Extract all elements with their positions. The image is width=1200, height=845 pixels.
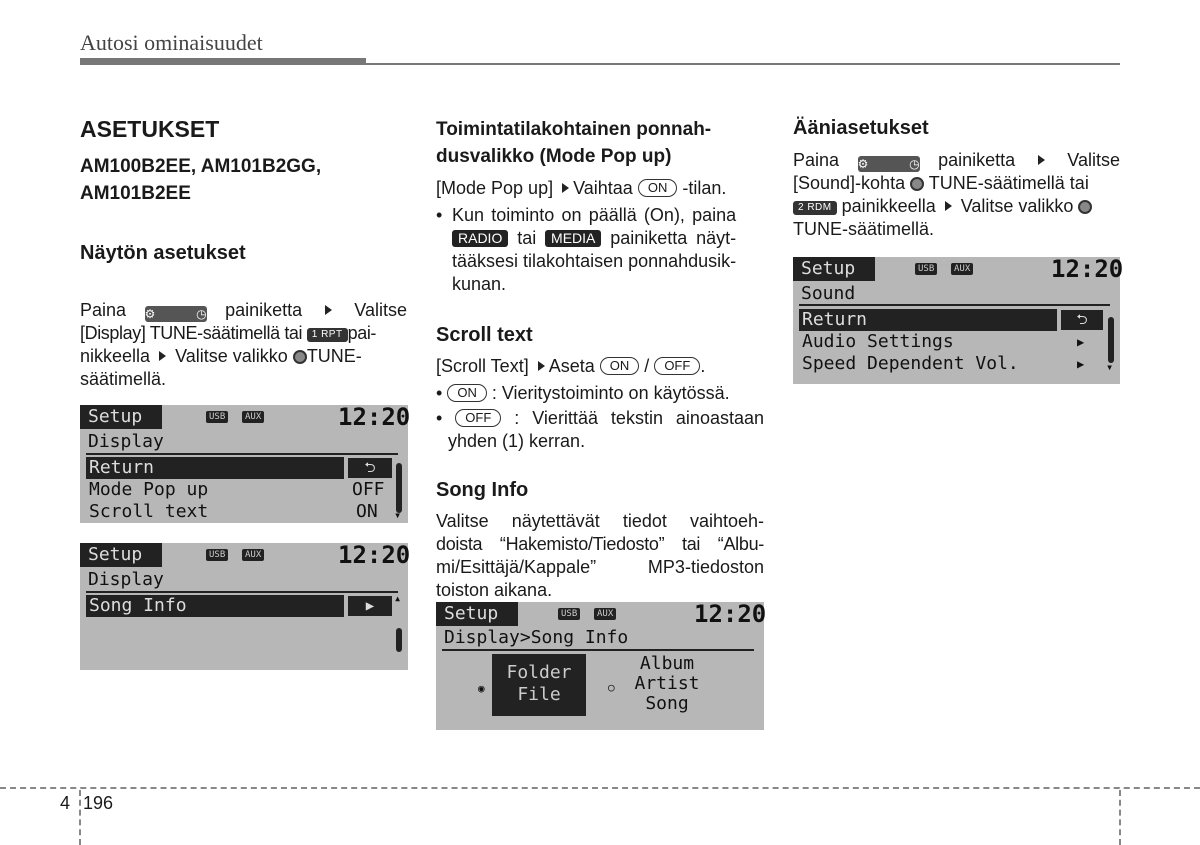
aux-icon: AUX	[242, 549, 264, 561]
text: : Vierittää tekstin ainoastaan	[514, 408, 764, 428]
lcd-row-value: ON	[356, 501, 378, 522]
lcd-display-menu	[80, 403, 411, 523]
on-pill: ON	[638, 179, 678, 197]
lcd-rule	[799, 304, 1110, 306]
option-text: Folder	[506, 662, 572, 683]
header-bar	[80, 58, 366, 65]
media-button-icon: MEDIA	[545, 230, 601, 247]
lcd-clock: 12:20	[694, 600, 767, 628]
rpt-button-icon: 1 RPT	[307, 328, 348, 342]
text: painikkeella	[841, 196, 936, 216]
mode-popup-line	[436, 177, 764, 200]
text: TUNE-	[306, 346, 362, 366]
rdm-button-icon: 2 RDM	[793, 201, 837, 215]
display-instructions-2	[80, 322, 407, 345]
arrow-right-icon	[159, 351, 166, 361]
lcd-selected-row: Return	[86, 457, 344, 479]
scroll-off-line	[436, 407, 764, 430]
text: TUNE-säätimellä tai	[928, 173, 1089, 193]
folder-file-option	[492, 654, 586, 716]
lcd-scrollbar	[1108, 317, 1114, 363]
text: Valitse	[1067, 150, 1120, 170]
models-line-2: AM101B2EE	[80, 183, 191, 204]
setup-button-icon: ⚙ ◷	[144, 307, 207, 321]
sound-instructions-1	[793, 149, 1120, 172]
play-icon: ▶	[348, 596, 392, 616]
play-icon: ▶	[1077, 335, 1085, 349]
lcd-song-info-menu	[80, 541, 411, 670]
column-3	[793, 116, 1120, 241]
text: painiketta	[938, 150, 1016, 170]
text: [Sound]-kohta	[793, 173, 906, 193]
text: : Vieritystoiminto on käytössä.	[491, 383, 730, 403]
lcd-clock: 12:20	[338, 403, 411, 431]
text: painiketta	[225, 300, 303, 320]
header-rule	[366, 63, 1120, 65]
arrow-right-icon	[1038, 155, 1045, 165]
lcd-subtitle: Sound	[801, 283, 856, 304]
on-pill: ON	[447, 384, 487, 402]
radio-unselected-icon: ○	[608, 681, 615, 694]
models-line-1: AM100B2EE, AM101B2GG,	[80, 156, 322, 177]
lcd-rule	[442, 649, 754, 651]
text: /	[644, 356, 650, 376]
scroll-down-icon: ▾	[1106, 360, 1114, 374]
text: Valitse näytettävät tiedot vaihtoeh-	[436, 511, 764, 531]
display-instructions-3	[80, 345, 407, 368]
radio-button-icon: RADIO	[452, 230, 508, 247]
sound-instructions-4: TUNE-säätimellä.	[793, 219, 935, 239]
aux-icon: AUX	[951, 263, 973, 275]
setup-button-icon: ⚙ ◷	[857, 157, 920, 171]
scroll-up-icon: ▴	[394, 591, 402, 605]
scroll-off-line-2: yhden (1) kerran.	[448, 431, 586, 451]
text: mi/Esittäjä/Kappale” MP3-tiedoston	[436, 557, 764, 577]
lcd-row-speed-dependent-vol: Speed Dependent Vol.	[802, 353, 1019, 374]
page-number	[60, 793, 113, 814]
song-info-heading: Song Info	[436, 479, 529, 501]
text: kunan.	[452, 274, 507, 294]
usb-icon: USB	[558, 608, 580, 620]
footer-rule	[0, 787, 1200, 789]
lcd-clock: 12:20	[1051, 255, 1124, 283]
text: Kun toiminto on päällä (On), paina	[452, 205, 737, 225]
lcd-rule	[86, 453, 398, 455]
text: Valitse	[354, 300, 407, 320]
lcd-selected-row: Return	[799, 309, 1057, 331]
option-text: Song	[645, 693, 689, 714]
lcd-setup-label: Setup	[80, 543, 162, 567]
usb-icon: USB	[915, 263, 937, 275]
option-text: Artist	[634, 673, 700, 694]
arrow-right-icon	[945, 201, 952, 211]
option-text: File	[517, 684, 561, 705]
lcd-setup-label: Setup	[793, 257, 875, 281]
text: [Mode Pop up]	[436, 178, 554, 198]
lcd-scrollbar	[396, 463, 402, 513]
return-icon: ⮌	[348, 458, 392, 478]
running-header: Autosi ominaisuudet	[80, 30, 263, 55]
lcd-row-scroll-text: Scroll text	[89, 501, 209, 522]
bullet: •	[436, 408, 443, 428]
lcd-song-info-options	[436, 600, 767, 730]
text: Paina	[80, 300, 127, 320]
text: tääksesi tilakohtaisen ponnahdusik-	[452, 251, 737, 271]
tune-knob-icon	[1078, 200, 1092, 214]
column-2	[436, 116, 764, 602]
lcd-rule	[86, 591, 398, 593]
section-title: ASETUKSET	[80, 116, 220, 142]
column-1	[80, 116, 407, 391]
text: -tilan.	[682, 178, 727, 198]
display-instructions	[80, 299, 407, 322]
text: Valitse valikko	[960, 196, 1074, 216]
bullet: •	[436, 205, 443, 225]
lcd-subtitle: Display	[88, 569, 164, 590]
text: toiston aikana.	[436, 580, 553, 600]
play-icon: ▶	[1077, 357, 1085, 371]
lcd-clock: 12:20	[338, 541, 411, 569]
off-pill: OFF	[455, 409, 501, 427]
text: Vaihtaa	[573, 178, 633, 198]
lcd-subtitle: Display	[88, 431, 164, 452]
scroll-on-line	[436, 382, 764, 405]
tune-knob-icon	[910, 177, 924, 191]
lcd-row-value: OFF	[352, 479, 385, 500]
lcd-row-mode-pop-up: Mode Pop up	[89, 479, 209, 500]
radio-selected-icon: ◉	[478, 682, 485, 695]
scroll-text-heading: Scroll text	[436, 324, 533, 346]
arrow-right-icon	[538, 361, 545, 371]
on-pill: ON	[600, 357, 640, 375]
lcd-row-audio-settings: Audio Settings	[802, 331, 954, 352]
mode-popup-title-1: Toimintatilakohtainen ponnah-	[436, 119, 712, 140]
usb-icon: USB	[206, 411, 228, 423]
text: pai-	[347, 323, 377, 343]
arrow-right-icon	[562, 183, 569, 193]
mode-popup-title-2: dusvalikko (Mode Pop up)	[436, 146, 672, 167]
sound-instructions-3	[793, 195, 1120, 218]
aux-icon: AUX	[594, 608, 616, 620]
chapter-number: 4	[60, 793, 71, 813]
tune-knob-icon	[293, 350, 307, 364]
lcd-selected-row: Song Info	[86, 595, 344, 617]
text: nikkeella	[80, 346, 151, 366]
footer-tick	[1119, 790, 1121, 845]
text: painiketta näyt-	[610, 228, 737, 248]
lcd-scrollbar	[396, 628, 402, 652]
scroll-text-line	[436, 355, 764, 378]
song-info-text	[436, 510, 764, 602]
bullet: •	[436, 383, 443, 403]
usb-icon: USB	[206, 549, 228, 561]
text: [Display] TUNE-säätimellä tai	[80, 323, 303, 343]
return-icon: ⮌	[1061, 310, 1103, 330]
lcd-setup-label: Setup	[80, 405, 162, 429]
text: tai	[517, 228, 537, 248]
text: Aseta	[548, 356, 595, 376]
text: [Scroll Text]	[436, 356, 529, 376]
scroll-down-icon: ▾	[394, 508, 402, 522]
mode-popup-bullet	[436, 204, 764, 296]
option-text: Album	[639, 653, 695, 674]
display-settings-heading: Näytön asetukset	[80, 242, 246, 264]
aux-icon: AUX	[242, 411, 264, 423]
lcd-setup-label: Setup	[436, 602, 518, 626]
text: doista “Hakemisto/Tiedosto” tai “Albu-	[436, 534, 764, 554]
arrow-right-icon	[325, 305, 332, 315]
sound-instructions-2	[793, 172, 1120, 195]
off-pill: OFF	[654, 357, 700, 375]
lcd-sound-menu	[793, 255, 1124, 384]
lcd-subtitle: Display>Song Info	[444, 627, 629, 648]
text: Paina	[793, 150, 840, 170]
album-artist-song-option	[632, 654, 702, 714]
sound-settings-heading: Ääniasetukset	[793, 117, 929, 139]
text: .	[700, 356, 706, 376]
display-instructions-4: säätimellä.	[80, 369, 167, 389]
text: Valitse valikko	[175, 346, 288, 366]
page-number-value: 196	[83, 793, 114, 813]
